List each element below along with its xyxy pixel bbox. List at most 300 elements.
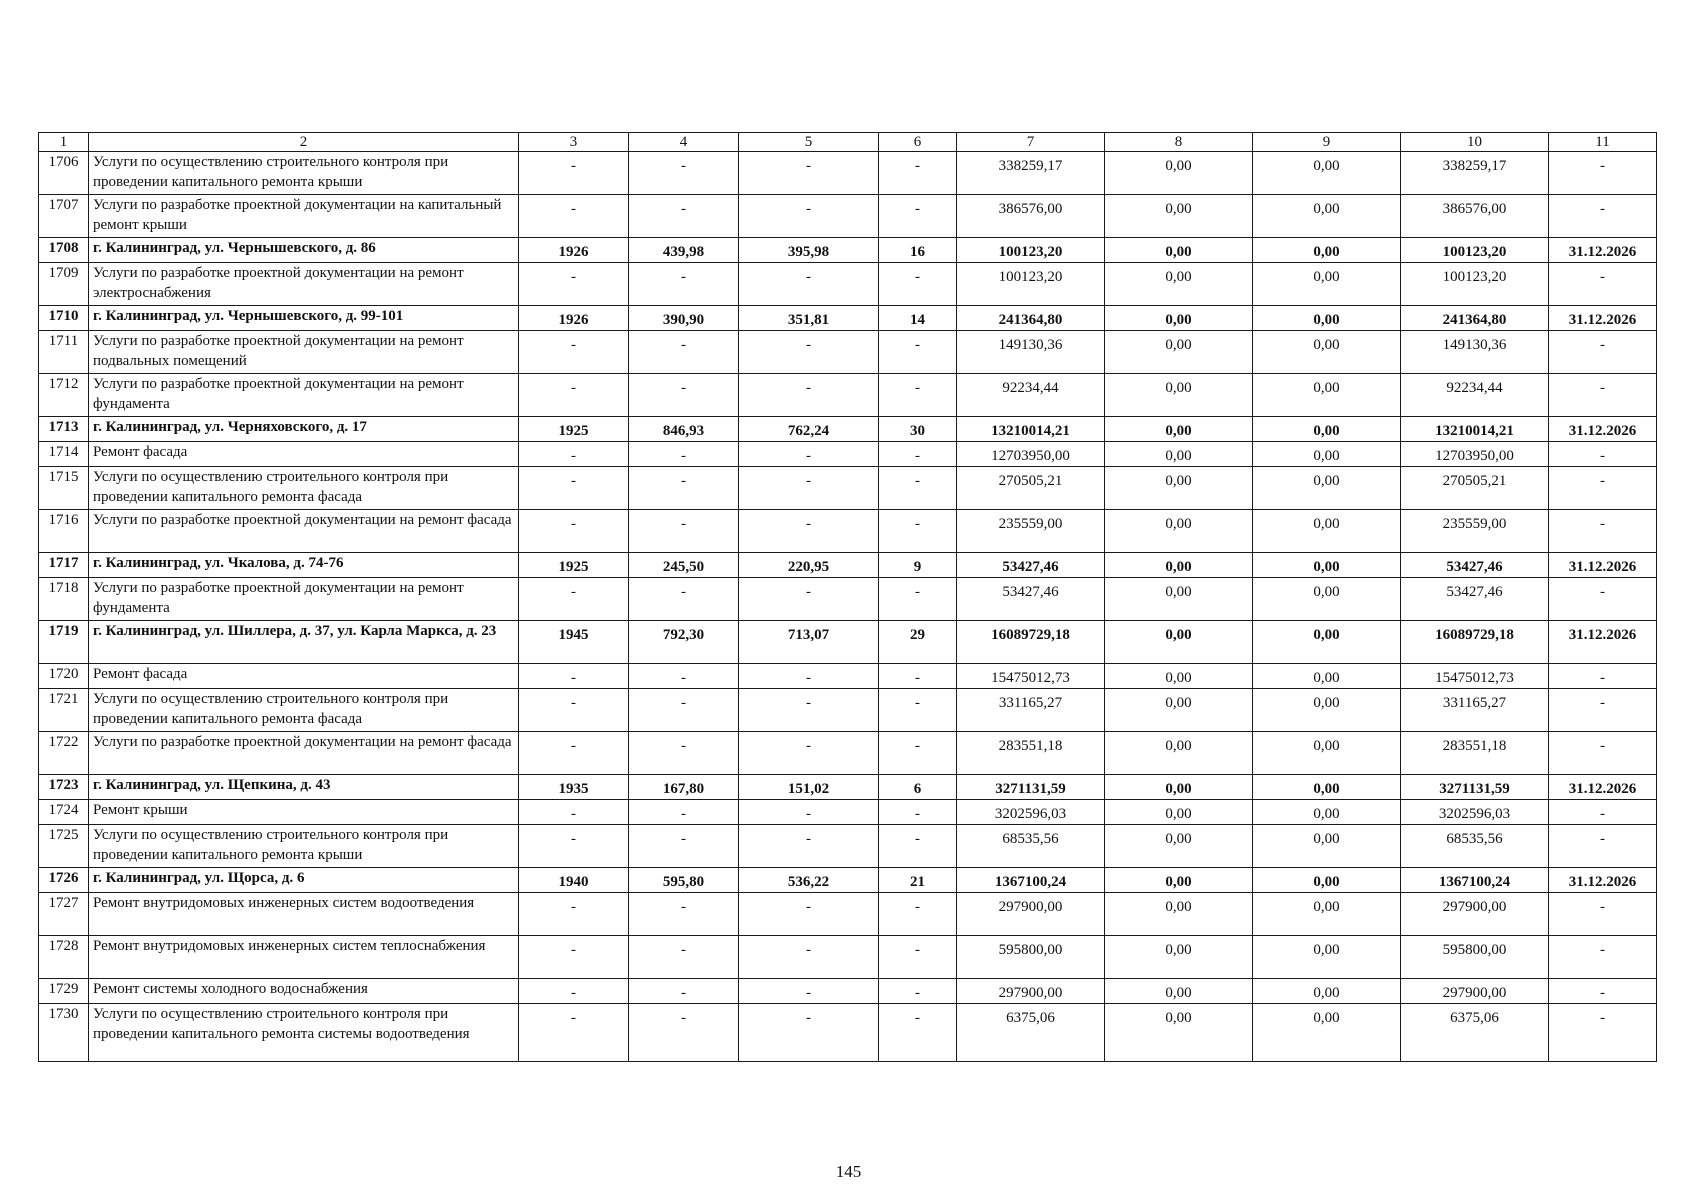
description: Услуги по осуществлению строительного контроля при проведении капитального ремонта фасада bbox=[89, 689, 519, 732]
description: Услуги по разработке проектной документации на ремонт фундамента bbox=[89, 578, 519, 621]
work-row bbox=[39, 893, 1657, 936]
owner-funds bbox=[1401, 238, 1549, 263]
year-value: - bbox=[571, 516, 576, 532]
regional-funds bbox=[1253, 510, 1401, 553]
living-area-value: - bbox=[806, 670, 811, 686]
year bbox=[519, 152, 629, 195]
total-area bbox=[629, 417, 739, 442]
federal-funds bbox=[1105, 732, 1253, 775]
total-cost bbox=[957, 510, 1105, 553]
federal-funds bbox=[1105, 621, 1253, 664]
owner-funds-value: 270505,21 bbox=[1442, 473, 1507, 489]
residents-value: - bbox=[915, 1010, 920, 1026]
owner-funds bbox=[1401, 1004, 1549, 1062]
owner-funds-value: 297900,00 bbox=[1442, 899, 1507, 915]
total-cost bbox=[957, 374, 1105, 417]
living-area-value: - bbox=[806, 158, 811, 174]
federal-funds bbox=[1105, 152, 1253, 195]
living-area bbox=[739, 979, 879, 1004]
year-value: - bbox=[571, 899, 576, 915]
owner-funds bbox=[1401, 893, 1549, 936]
total-cost bbox=[957, 263, 1105, 306]
regional-funds-value: 0,00 bbox=[1313, 448, 1340, 464]
owner-funds bbox=[1401, 775, 1549, 800]
residents-value: 30 bbox=[910, 423, 925, 439]
total-area bbox=[629, 936, 739, 979]
total-area bbox=[629, 979, 739, 1004]
owner-funds bbox=[1401, 195, 1549, 238]
column-number-3: 3 bbox=[519, 133, 629, 152]
completion-date bbox=[1549, 263, 1657, 306]
owner-funds-value: 1367100,24 bbox=[1438, 874, 1511, 890]
owner-funds bbox=[1401, 331, 1549, 374]
regional-funds bbox=[1253, 578, 1401, 621]
year bbox=[519, 979, 629, 1004]
address-row bbox=[39, 775, 1657, 800]
total-area-value: - bbox=[681, 584, 686, 600]
description: Ремонт крыши bbox=[89, 800, 519, 825]
year-value: - bbox=[571, 269, 576, 285]
column-number-5: 5 bbox=[739, 133, 879, 152]
row-number: 1728 bbox=[39, 936, 89, 979]
total-area-value: 595,80 bbox=[662, 874, 705, 890]
row-number: 1709 bbox=[39, 263, 89, 306]
residents-value: - bbox=[915, 448, 920, 464]
completion-date bbox=[1549, 417, 1657, 442]
residents-value: - bbox=[915, 942, 920, 958]
federal-funds-value: 0,00 bbox=[1165, 312, 1192, 328]
completion-date bbox=[1549, 825, 1657, 868]
completion-date bbox=[1549, 775, 1657, 800]
total-area bbox=[629, 732, 739, 775]
owner-funds-value: 595800,00 bbox=[1442, 942, 1507, 958]
regional-funds-value: 0,00 bbox=[1313, 831, 1340, 847]
living-area bbox=[739, 664, 879, 689]
column-number-2: 2 bbox=[89, 133, 519, 152]
total-area bbox=[629, 374, 739, 417]
completion-date bbox=[1549, 868, 1657, 893]
year bbox=[519, 553, 629, 578]
total-cost bbox=[957, 578, 1105, 621]
federal-funds bbox=[1105, 331, 1253, 374]
description: Услуги по разработке проектной документации на ремонт электроснабжения bbox=[89, 263, 519, 306]
regional-funds bbox=[1253, 1004, 1401, 1062]
total-area bbox=[629, 621, 739, 664]
total-cost-value: 270505,21 bbox=[998, 473, 1063, 489]
owner-funds-value: 386576,00 bbox=[1442, 201, 1507, 217]
residents bbox=[879, 306, 957, 331]
living-area bbox=[739, 868, 879, 893]
regional-funds bbox=[1253, 195, 1401, 238]
total-area bbox=[629, 331, 739, 374]
residents bbox=[879, 621, 957, 664]
description: Услуги по осуществлению строительного контроля при проведении капитального ремонта крыши bbox=[89, 152, 519, 195]
federal-funds-value: 0,00 bbox=[1165, 584, 1192, 600]
living-area bbox=[739, 417, 879, 442]
completion-date-value: 31.12.2026 bbox=[1568, 874, 1637, 890]
residents bbox=[879, 936, 957, 979]
federal-funds-value: 0,00 bbox=[1165, 244, 1192, 260]
owner-funds-value: 13210014,21 bbox=[1435, 423, 1514, 439]
regional-funds bbox=[1253, 417, 1401, 442]
description: Услуги по осуществлению строительного контроля при проведении капитального ремонта системы водоотведения bbox=[89, 1004, 519, 1062]
residents bbox=[879, 331, 957, 374]
residents-value: 14 bbox=[910, 312, 925, 328]
total-cost-value: 6375,06 bbox=[1006, 1010, 1055, 1026]
address-row bbox=[39, 306, 1657, 331]
total-area bbox=[629, 442, 739, 467]
completion-date bbox=[1549, 553, 1657, 578]
row-number: 1718 bbox=[39, 578, 89, 621]
completion-date bbox=[1549, 936, 1657, 979]
living-area-value: - bbox=[806, 473, 811, 489]
regional-funds bbox=[1253, 936, 1401, 979]
total-cost-value: 3271131,59 bbox=[995, 781, 1066, 797]
total-cost bbox=[957, 689, 1105, 732]
row-number: 1722 bbox=[39, 732, 89, 775]
work-row bbox=[39, 732, 1657, 775]
column-number-6: 6 bbox=[879, 133, 957, 152]
total-cost-value: 16089729,18 bbox=[991, 627, 1070, 643]
living-area bbox=[739, 467, 879, 510]
living-area-value: - bbox=[806, 899, 811, 915]
owner-funds bbox=[1401, 689, 1549, 732]
residents bbox=[879, 195, 957, 238]
federal-funds bbox=[1105, 417, 1253, 442]
living-area-value: 536,22 bbox=[787, 874, 830, 890]
regional-funds-value: 0,00 bbox=[1313, 584, 1340, 600]
total-cost-value: 386576,00 bbox=[998, 201, 1063, 217]
federal-funds bbox=[1105, 442, 1253, 467]
owner-funds-value: 331165,27 bbox=[1442, 695, 1507, 711]
total-area bbox=[629, 775, 739, 800]
row-number: 1723 bbox=[39, 775, 89, 800]
work-row bbox=[39, 936, 1657, 979]
living-area bbox=[739, 442, 879, 467]
federal-funds-value: 0,00 bbox=[1165, 1010, 1192, 1026]
work-row bbox=[39, 825, 1657, 868]
completion-date bbox=[1549, 238, 1657, 263]
total-cost bbox=[957, 664, 1105, 689]
completion-date-value: - bbox=[1600, 201, 1605, 217]
total-area bbox=[629, 578, 739, 621]
federal-funds bbox=[1105, 800, 1253, 825]
address-row bbox=[39, 553, 1657, 578]
work-row bbox=[39, 689, 1657, 732]
regional-funds-value: 0,00 bbox=[1313, 899, 1340, 915]
row-number: 1726 bbox=[39, 868, 89, 893]
total-cost bbox=[957, 825, 1105, 868]
total-cost-value: 235559,00 bbox=[998, 516, 1063, 532]
total-area bbox=[629, 152, 739, 195]
year bbox=[519, 238, 629, 263]
federal-funds bbox=[1105, 893, 1253, 936]
living-area bbox=[739, 578, 879, 621]
description: Услуги по разработке проектной документации на ремонт фундамента bbox=[89, 374, 519, 417]
total-area-value: 439,98 bbox=[662, 244, 705, 260]
total-cost bbox=[957, 417, 1105, 442]
owner-funds-value: 15475012,73 bbox=[1435, 670, 1514, 686]
total-area-value: 792,30 bbox=[662, 627, 705, 643]
page-number: 145 bbox=[835, 1162, 862, 1181]
year-value: 1945 bbox=[558, 627, 589, 643]
residents bbox=[879, 979, 957, 1004]
total-cost-value: 100123,20 bbox=[998, 269, 1063, 285]
total-area bbox=[629, 553, 739, 578]
residents bbox=[879, 510, 957, 553]
completion-date-value: - bbox=[1600, 158, 1605, 174]
year-value: - bbox=[571, 985, 576, 1001]
residents bbox=[879, 417, 957, 442]
residents-value: - bbox=[915, 584, 920, 600]
federal-funds-value: 0,00 bbox=[1165, 337, 1192, 353]
living-area bbox=[739, 800, 879, 825]
federal-funds bbox=[1105, 510, 1253, 553]
living-area bbox=[739, 1004, 879, 1062]
work-row bbox=[39, 1004, 1657, 1062]
residents-value: - bbox=[915, 985, 920, 1001]
total-area-value: - bbox=[681, 337, 686, 353]
row-number: 1719 bbox=[39, 621, 89, 664]
regional-funds-value: 0,00 bbox=[1313, 473, 1340, 489]
living-area bbox=[739, 893, 879, 936]
living-area-value: - bbox=[806, 831, 811, 847]
total-area-value: - bbox=[681, 1010, 686, 1026]
total-cost-value: 100123,20 bbox=[998, 244, 1063, 260]
federal-funds bbox=[1105, 578, 1253, 621]
total-area-value: 390,90 bbox=[662, 312, 705, 328]
federal-funds-value: 0,00 bbox=[1165, 738, 1192, 754]
residents bbox=[879, 238, 957, 263]
living-area bbox=[739, 775, 879, 800]
completion-date-value: - bbox=[1600, 269, 1605, 285]
total-area-value: - bbox=[681, 516, 686, 532]
federal-funds bbox=[1105, 263, 1253, 306]
living-area bbox=[739, 732, 879, 775]
description: г. Калининград, ул. Чернышевского, д. 86 bbox=[89, 238, 519, 263]
year bbox=[519, 800, 629, 825]
federal-funds bbox=[1105, 689, 1253, 732]
living-area bbox=[739, 936, 879, 979]
year bbox=[519, 1004, 629, 1062]
total-area-value: - bbox=[681, 695, 686, 711]
residents-value: 6 bbox=[913, 781, 922, 797]
description: г. Калининград, ул. Шиллера, д. 37, ул. Карла Маркса, д. 23 bbox=[89, 621, 519, 664]
total-area bbox=[629, 195, 739, 238]
regional-funds bbox=[1253, 467, 1401, 510]
residents-value: 21 bbox=[910, 874, 925, 890]
row-number: 1707 bbox=[39, 195, 89, 238]
living-area bbox=[739, 621, 879, 664]
federal-funds-value: 0,00 bbox=[1165, 201, 1192, 217]
column-number-9: 9 bbox=[1253, 133, 1401, 152]
year bbox=[519, 263, 629, 306]
total-area-value: - bbox=[681, 670, 686, 686]
address-row bbox=[39, 238, 1657, 263]
owner-funds-value: 92234,44 bbox=[1446, 380, 1503, 396]
total-cost bbox=[957, 238, 1105, 263]
work-row bbox=[39, 578, 1657, 621]
residents-value: - bbox=[915, 899, 920, 915]
owner-funds bbox=[1401, 442, 1549, 467]
residents bbox=[879, 374, 957, 417]
residents bbox=[879, 868, 957, 893]
federal-funds bbox=[1105, 238, 1253, 263]
total-cost-value: 15475012,73 bbox=[991, 670, 1070, 686]
residents-value: - bbox=[915, 201, 920, 217]
living-area bbox=[739, 331, 879, 374]
total-area-value: - bbox=[681, 448, 686, 464]
owner-funds bbox=[1401, 467, 1549, 510]
residents-value: - bbox=[915, 806, 920, 822]
regional-funds bbox=[1253, 664, 1401, 689]
row-number: 1711 bbox=[39, 331, 89, 374]
address-row bbox=[39, 621, 1657, 664]
residents-value: - bbox=[915, 473, 920, 489]
total-cost-value: 68535,56 bbox=[1002, 831, 1059, 847]
regional-funds-value: 0,00 bbox=[1313, 738, 1340, 754]
owner-funds bbox=[1401, 825, 1549, 868]
year-value: - bbox=[571, 831, 576, 847]
federal-funds-value: 0,00 bbox=[1165, 423, 1192, 439]
total-area bbox=[629, 825, 739, 868]
completion-date-value: - bbox=[1600, 516, 1605, 532]
description: г. Калининград, ул. Щорса, д. 6 bbox=[89, 868, 519, 893]
owner-funds-value: 338259,17 bbox=[1442, 158, 1507, 174]
completion-date-value: 31.12.2026 bbox=[1568, 244, 1637, 260]
regional-funds-value: 0,00 bbox=[1313, 423, 1340, 439]
residents bbox=[879, 825, 957, 868]
row-number: 1706 bbox=[39, 152, 89, 195]
total-cost bbox=[957, 979, 1105, 1004]
living-area-value: 220,95 bbox=[787, 559, 830, 575]
owner-funds bbox=[1401, 510, 1549, 553]
owner-funds bbox=[1401, 979, 1549, 1004]
owner-funds-value: 3271131,59 bbox=[1439, 781, 1510, 797]
total-area-value: - bbox=[681, 985, 686, 1001]
completion-date-value: 31.12.2026 bbox=[1568, 423, 1637, 439]
living-area bbox=[739, 510, 879, 553]
owner-funds-value: 297900,00 bbox=[1442, 985, 1507, 1001]
completion-date bbox=[1549, 664, 1657, 689]
owner-funds-value: 149130,36 bbox=[1442, 337, 1507, 353]
total-area bbox=[629, 868, 739, 893]
residents bbox=[879, 152, 957, 195]
federal-funds bbox=[1105, 825, 1253, 868]
address-row bbox=[39, 417, 1657, 442]
living-area-value: - bbox=[806, 738, 811, 754]
work-row bbox=[39, 331, 1657, 374]
row-number: 1708 bbox=[39, 238, 89, 263]
work-row bbox=[39, 664, 1657, 689]
federal-funds bbox=[1105, 553, 1253, 578]
total-area bbox=[629, 893, 739, 936]
year-value: - bbox=[571, 670, 576, 686]
total-cost bbox=[957, 331, 1105, 374]
total-area-value: 245,50 bbox=[662, 559, 705, 575]
completion-date-value: - bbox=[1600, 806, 1605, 822]
residents-value: - bbox=[915, 269, 920, 285]
total-area bbox=[629, 238, 739, 263]
regional-funds bbox=[1253, 868, 1401, 893]
total-cost bbox=[957, 553, 1105, 578]
regional-funds bbox=[1253, 263, 1401, 306]
work-row bbox=[39, 800, 1657, 825]
year-value: - bbox=[571, 738, 576, 754]
owner-funds-value: 235559,00 bbox=[1442, 516, 1507, 532]
completion-date bbox=[1549, 621, 1657, 664]
completion-date bbox=[1549, 1004, 1657, 1062]
completion-date-value: - bbox=[1600, 942, 1605, 958]
year bbox=[519, 442, 629, 467]
year-value: - bbox=[571, 380, 576, 396]
living-area-value: 395,98 bbox=[787, 244, 830, 260]
year bbox=[519, 936, 629, 979]
residents-value: - bbox=[915, 670, 920, 686]
residents bbox=[879, 689, 957, 732]
completion-date bbox=[1549, 374, 1657, 417]
living-area bbox=[739, 374, 879, 417]
residents bbox=[879, 1004, 957, 1062]
column-number-row bbox=[39, 133, 1657, 152]
regional-funds-value: 0,00 bbox=[1313, 269, 1340, 285]
federal-funds bbox=[1105, 195, 1253, 238]
federal-funds-value: 0,00 bbox=[1165, 670, 1192, 686]
owner-funds bbox=[1401, 936, 1549, 979]
description: г. Калининград, ул. Черняховского, д. 17 bbox=[89, 417, 519, 442]
regional-funds bbox=[1253, 775, 1401, 800]
completion-date-value: - bbox=[1600, 584, 1605, 600]
regional-funds bbox=[1253, 800, 1401, 825]
living-area-value: - bbox=[806, 1010, 811, 1026]
residents-value: 9 bbox=[913, 559, 922, 575]
column-number-4: 4 bbox=[629, 133, 739, 152]
federal-funds-value: 0,00 bbox=[1165, 448, 1192, 464]
row-number: 1710 bbox=[39, 306, 89, 331]
regional-funds-value: 0,00 bbox=[1313, 781, 1340, 797]
federal-funds bbox=[1105, 775, 1253, 800]
work-row bbox=[39, 442, 1657, 467]
work-row bbox=[39, 467, 1657, 510]
total-cost-value: 3202596,03 bbox=[994, 806, 1067, 822]
residents bbox=[879, 732, 957, 775]
row-number: 1715 bbox=[39, 467, 89, 510]
living-area bbox=[739, 553, 879, 578]
row-number: 1729 bbox=[39, 979, 89, 1004]
completion-date bbox=[1549, 442, 1657, 467]
total-area-value: - bbox=[681, 942, 686, 958]
owner-funds bbox=[1401, 732, 1549, 775]
residents-value: - bbox=[915, 158, 920, 174]
living-area-value: - bbox=[806, 337, 811, 353]
total-cost-value: 53427,46 bbox=[1002, 584, 1059, 600]
living-area bbox=[739, 263, 879, 306]
regional-funds bbox=[1253, 306, 1401, 331]
column-number-7: 7 bbox=[957, 133, 1105, 152]
living-area-value: 762,24 bbox=[787, 423, 830, 439]
year-value: - bbox=[571, 201, 576, 217]
owner-funds bbox=[1401, 868, 1549, 893]
owner-funds bbox=[1401, 417, 1549, 442]
residents-value: 16 bbox=[910, 244, 925, 260]
regional-funds bbox=[1253, 152, 1401, 195]
completion-date bbox=[1549, 152, 1657, 195]
description: г. Калининград, ул. Чкалова, д. 74-76 bbox=[89, 553, 519, 578]
owner-funds-value: 100123,20 bbox=[1442, 244, 1507, 260]
living-area bbox=[739, 195, 879, 238]
year bbox=[519, 664, 629, 689]
total-area bbox=[629, 467, 739, 510]
